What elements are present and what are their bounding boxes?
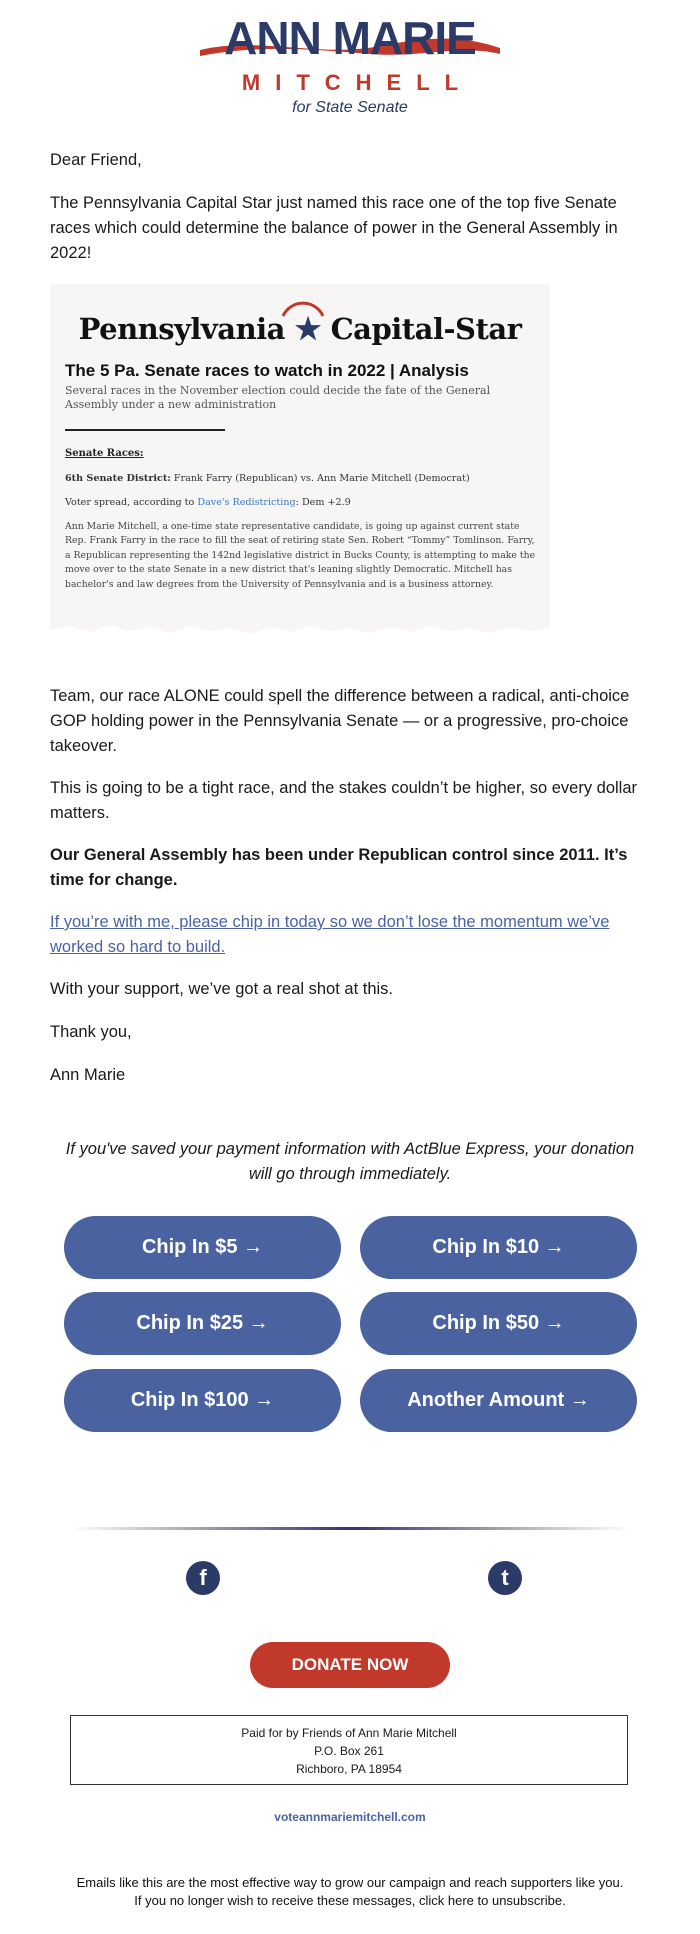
star-icon: ★ [294, 312, 321, 347]
section-divider [70, 1527, 630, 1530]
paid-for-disclaimer [70, 1715, 628, 1785]
chip-in-50-button[interactable]: Chip In $50 → [360, 1292, 637, 1355]
district-label: 6th Senate District: [65, 473, 171, 484]
district-text: Frank Farry (Republican) vs. Ann Marie Mitchell (Democrat) [173, 473, 470, 484]
logo-name: ANN MARIE [224, 12, 476, 64]
chip-in-5-button[interactable]: Chip In $5 → [64, 1216, 341, 1279]
spread-prefix: Voter spread, according to [65, 497, 195, 508]
unsubscribe-link[interactable]: If you no longer wish to receive these messages, click here to unsubscribe. [134, 1893, 566, 1908]
disclaimer-line-2: P.O. Box 261 [314, 1744, 384, 1758]
chip-in-25-button[interactable]: Chip In $25 → [64, 1292, 341, 1355]
spread-line [65, 496, 535, 510]
paragraph-support: With your support, we’ve got a real shot at this. [50, 980, 393, 998]
donate-now-button[interactable]: DONATE NOW [250, 1642, 450, 1688]
article-rule [65, 429, 225, 431]
facebook-icon[interactable]: f [186, 1561, 220, 1595]
masthead-right: Capital-Star [330, 312, 522, 346]
disclaimer-line-3: Richboro, PA 18954 [296, 1762, 402, 1776]
article-section-label: Senate Races: [65, 448, 144, 459]
paragraph-team: Team, our race ALONE could spell the difference between a radical, anti-choice GOP holding power in the Pennsylvania Senate — or a progressive, pro-choice takeover. [50, 687, 630, 755]
chip-in-link[interactable]: If you’re with me, please chip in today so we don’t lose the momentum we’ve worked so hard to build. [50, 913, 610, 956]
disclaimer-line-1: Paid for by Friends of Ann Marie Mitchell [241, 1726, 457, 1740]
article-headline: The 5 Pa. Senate races to watch in 2022 | Analysis [65, 361, 469, 380]
twitter-icon[interactable]: t [488, 1561, 522, 1595]
another-amount-button[interactable]: Another Amount → [360, 1369, 637, 1432]
article-body: Ann Marie Mitchell, a one-time state representative candidate, is going up against current state Rep. Frank Farry in the race to fill the seat of retiring state Sen. Robert “Tommy” Tomlinson. Farry, a Republican representing the 142nd legislative district in Bucks County, is attempting to make the move over to the state Senate in a new district that's leaning slightly Democratic. Mitchell has bachelor's and law degrees from the University of Pennsylvania and is a business attorney. [65, 521, 536, 590]
campaign-logo [0, 10, 700, 120]
paragraph-tight-race: This is going to be a tight race, and the stakes couldn’t be higher, so every dollar matters. [50, 779, 638, 822]
district-line [65, 472, 535, 486]
logo-surname: MITCHELL [241, 70, 474, 95]
greeting: Dear Friend, [50, 151, 142, 169]
chip-in-100-button[interactable]: Chip In $100 → [64, 1369, 341, 1432]
spread-link: Dave's Redistricting [197, 497, 296, 508]
chip-in-10-button[interactable]: Chip In $10 → [360, 1216, 637, 1279]
paragraph-general-assembly: Our General Assembly has been under Republican control since 2011. It’s time for change. [50, 846, 628, 889]
paragraph-intro: The Pennsylvania Capital Star just named this race one of the top five Senate races which could determine the balance of power in the General Assembly in 2022! [50, 194, 618, 262]
footer-line-1: Emails like this are the most effective way to grow our campaign and reach supporters like you. [76, 1875, 624, 1890]
article-dek: Several races in the November election could decide the fate of the General Assembly under a new administration [65, 384, 491, 411]
signature: Ann Marie [50, 1066, 126, 1084]
website-link[interactable]: voteannmariemitchell.com [274, 1810, 426, 1824]
spread-value: : Dem +2.9 [295, 497, 351, 508]
news-article-image [50, 284, 550, 646]
masthead-left: Pennsylvania [78, 312, 285, 346]
actblue-note: If you've saved your payment information with ActBlue Express, your donation will go through immediately. [65, 1140, 635, 1183]
paragraph-chip-in [50, 910, 650, 960]
footer [0, 1874, 700, 1910]
paragraph-thanks: Thank you, [50, 1023, 132, 1041]
news-masthead [50, 312, 550, 347]
logo-tagline: for State Senate [292, 99, 408, 116]
torn-edge-decoration [50, 616, 550, 646]
